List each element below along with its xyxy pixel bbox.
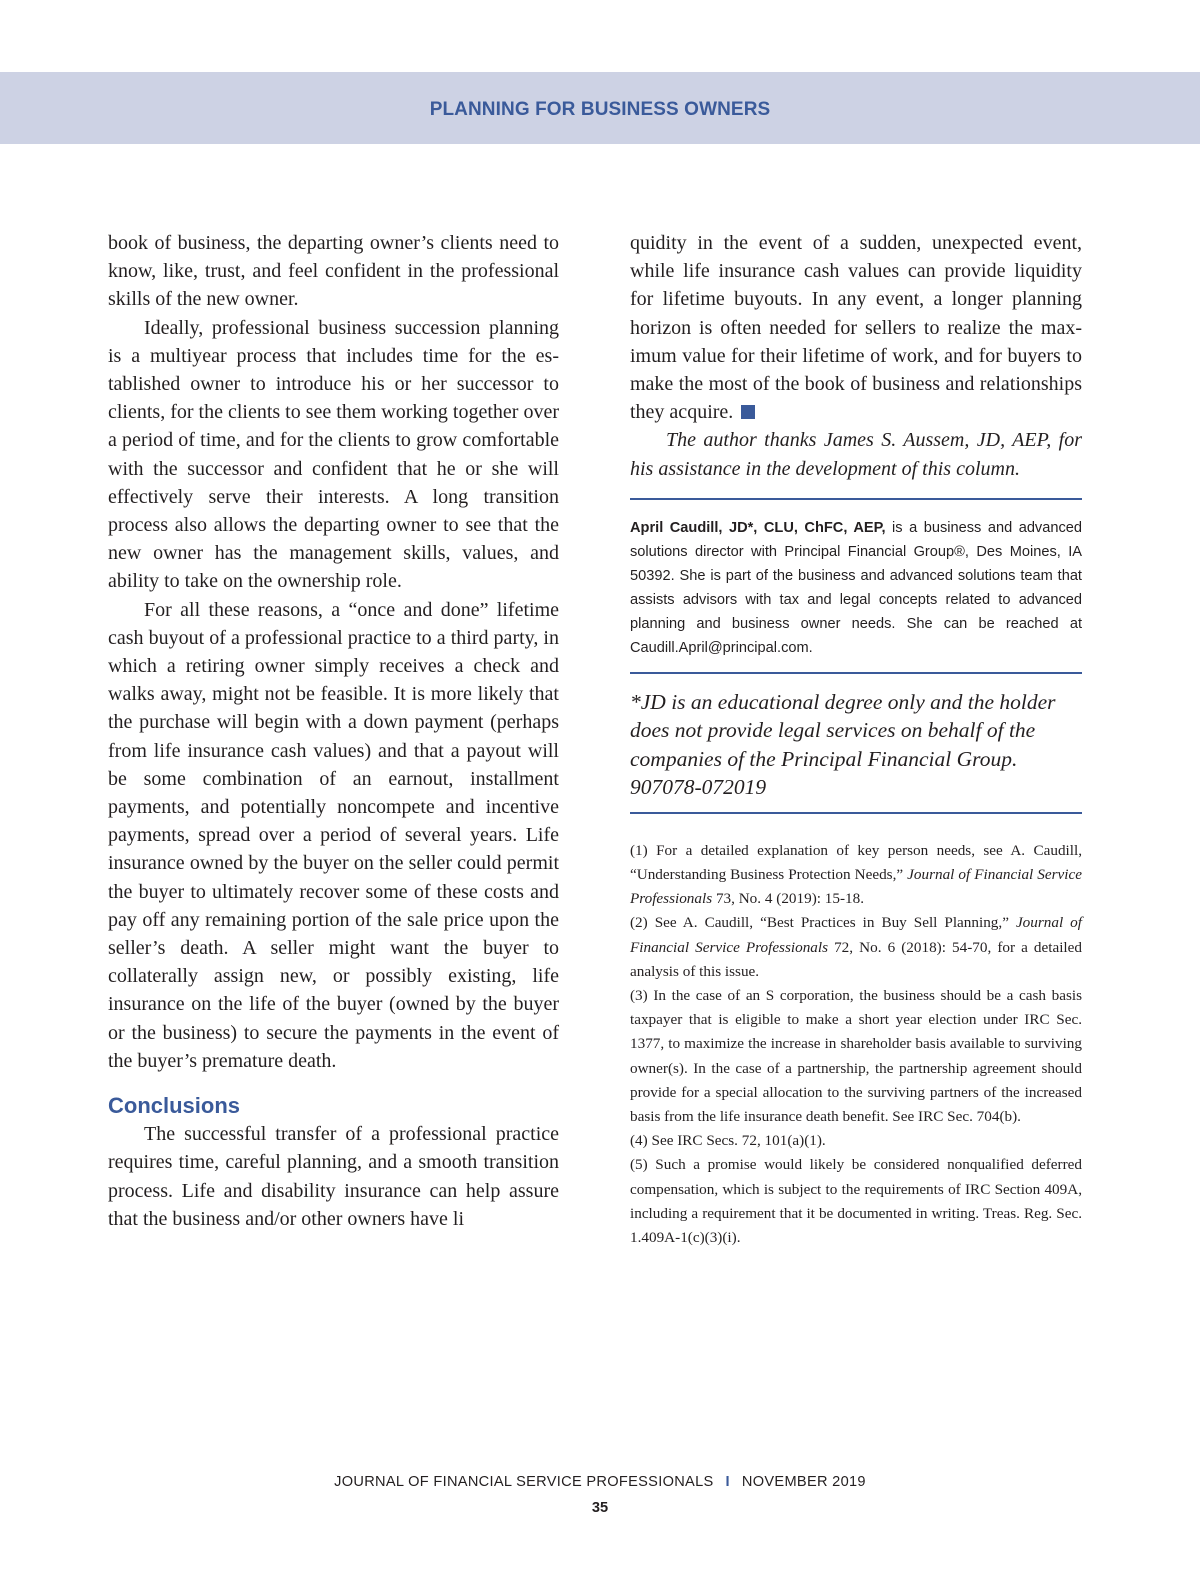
footnote: (3) In the case of an S corporation, the business should be a cash basis taxpayer that is eligible to make a short year election under IRC Sec. 1377, to maximize the increase in shareholder basis available to surviving owner(s). In the case of a partnership, the partnership agreement should provide for a special allocation to the surviving partners of the increased basis from the life insurance death benefit. See IRC Sec. 704(b). [630, 987, 1082, 1126]
divider [630, 672, 1082, 674]
divider [630, 812, 1082, 814]
footnote: (4) See IRC Secs. 72, 101(a)(1). [630, 1132, 826, 1150]
continuation-paragraph [630, 229, 1082, 426]
conclusions-heading: Conclusions [108, 1093, 241, 1119]
author-thanks: The author thanks James S. Aussem, JD, AEP, for his assistance in the development of this column. [630, 429, 1082, 480]
footnote: (2) See A. Caudill, “Best Practices in Buy Sell Planning,” Journal of Financial Service Professionals 72, No. 6 (2018): 54-70, for a detailed analysis of this issue. [630, 914, 1082, 980]
footnotes [630, 839, 1082, 1250]
continuation-text: quidity in the event of a sudden, unexpected event, while life insurance cash values can provide liquidity for lifetime buyouts. In any event, a longer planning horizon is often needed for sellers to realize the maximum value for their lifetime of work, and for buyers to make the most of the book of business and relationships they acquire. [630, 232, 1082, 424]
left-column [108, 229, 559, 1233]
section-title: PLANNING FOR BUSINESS OWNERS [429, 99, 771, 120]
body-paragraph: book of business, the departing owner’s clients need to know, like, trust, and feel confident in the professional skills of the new owner. [108, 232, 559, 311]
footnote: (5) Such a promise would likely be considered nonqualified deferred compensation, which is subject to the requirements of IRC Section 409A, including a requirement that it be documented in writing. Treas. Reg. Sec. 1.409A-1(c)(3)(i). [630, 1156, 1082, 1247]
author-name: April Caudill, JD*, CLU, ChFC, AEP, [630, 519, 886, 536]
footnote: (1) For a detailed explanation of key person needs, see A. Caudill, “Understanding Business Protection Needs,” Journal of Financial Service Professionals 73, No. 4 (2019): 15-18. [630, 841, 1082, 908]
author-bio-text: is a business and advanced solutions director with Principal Financial Group®, Des Moines, IA 50392. She is part of the business and advanced solutions team that assists advisors with tax and legal concepts related to advanced planning and business owner needs. She can be reached at Caudill.April@principal.com. [630, 519, 1082, 656]
page-number: 35 [591, 1500, 609, 1516]
divider [630, 498, 1082, 500]
jd-disclaimer: *JD is an educational degree only and the holder does not provide legal services on behalf of the companies of the Principal Financial Group. 907078-072019 [630, 689, 1056, 800]
issue-date: NOVEMBER 2019 [741, 1474, 866, 1490]
right-column [630, 229, 1082, 1250]
conclusions-paragraph: The successful transfer of a professional practice requires time, careful planning, and a smooth transition process. Life and disability insurance can help assure that the business and/or other owners have li [108, 1123, 559, 1230]
end-mark-icon [741, 405, 755, 419]
journal-name: JOURNAL OF FINANCIAL SERVICE PROFESSIONALS [334, 1474, 714, 1490]
footer-separator: I [725, 1474, 730, 1490]
body-paragraph: For all these reasons, a “once and done” lifetime cash buyout of a professional practice to a third party, in which a retiring owner simply receives a check and walks away, might not be feasible. It is more likely that the purchase will begin with a down payment (perhaps from life insurance cash values) and that a payout will be some combination of an earnout, installment payments, and potentially noncompete and incentive payments, spread over a period of several years. Life insurance owned by the buyer on the seller could permit the buyer to ultimately recover some of these costs and pay off any remaining portion of the sale price upon the seller’s death. A seller might want the buyer to collaterally assign new, or possibly existing, life insurance on the life of the buyer (owned by the buyer or the business) to secure the payments in the event of the buyer’s premature death. [108, 598, 559, 1072]
author-bio [630, 516, 1082, 660]
body-paragraph: Ideally, professional business succession planning is a multiyear process that includes time for the established owner to introduce his or her successor to clients, for the clients to see them working together over a period of time, and for the clients to grow comfortable with the successor and confident that he or she will effectively serve their interests. A long transition process also allows the departing owner to see that the new owner has the management skills, values, and ability to take on the ownership role. [108, 316, 559, 593]
page-footer [0, 1474, 1200, 1490]
